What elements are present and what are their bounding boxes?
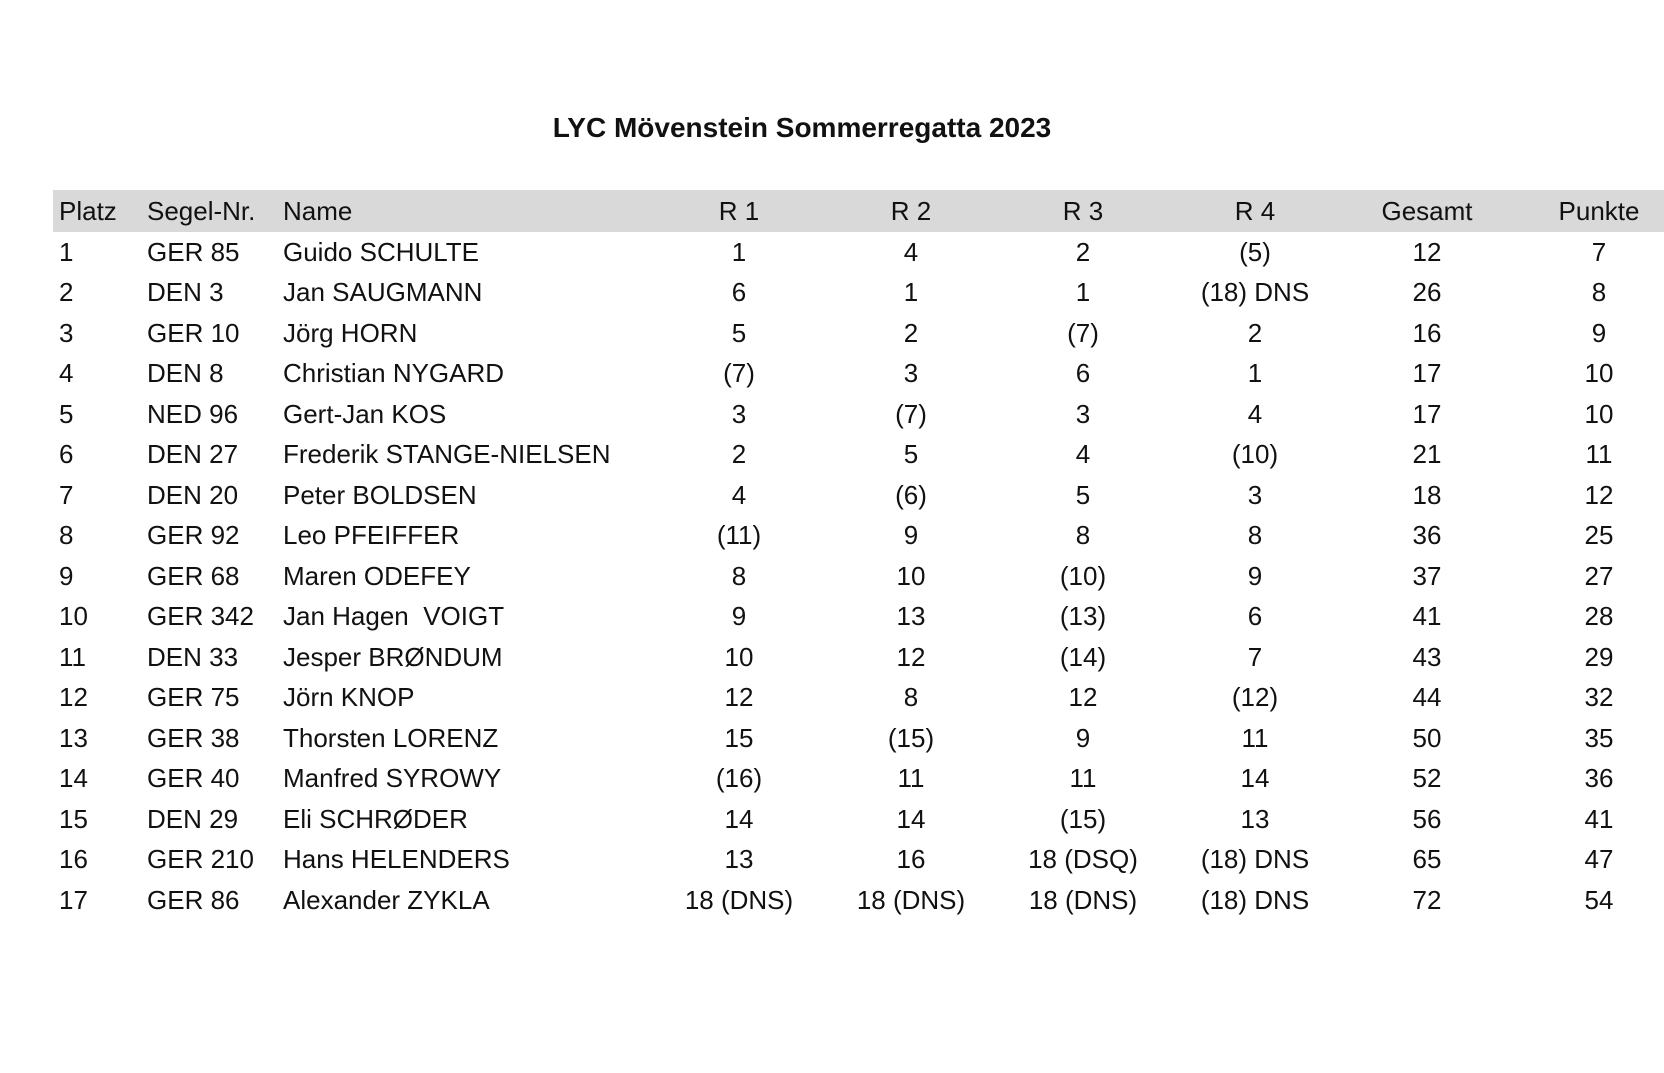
cell-r1: 2 bbox=[731, 439, 747, 470]
cell-r2: 4 bbox=[903, 236, 919, 267]
results-table bbox=[53, 190, 1664, 921]
cell-segel-nr: GER 86 bbox=[147, 884, 240, 915]
cell-r3: 9 bbox=[1075, 722, 1091, 753]
cell-punkte: 8 bbox=[1591, 277, 1607, 308]
cell-gesamt: 50 bbox=[1412, 722, 1442, 753]
cell-punkte: 11 bbox=[1585, 439, 1613, 470]
cell-r4: 8 bbox=[1247, 520, 1263, 551]
cell-platz: 8 bbox=[59, 520, 74, 551]
cell-segel-nr: DEN 8 bbox=[147, 358, 224, 389]
cell-r4: 3 bbox=[1247, 479, 1263, 510]
cell-r2: 9 bbox=[903, 520, 919, 551]
cell-segel-nr: GER 38 bbox=[147, 722, 240, 753]
table-row bbox=[53, 273, 1664, 314]
cell-name: Maren ODEFEY bbox=[283, 560, 471, 591]
cell-r1: 10 bbox=[724, 641, 754, 672]
cell-r1: (16) bbox=[715, 763, 763, 794]
cell-r3: 1 bbox=[1075, 277, 1091, 308]
cell-gesamt: 72 bbox=[1412, 884, 1442, 915]
table-row bbox=[53, 637, 1664, 678]
cell-r4: (10) bbox=[1231, 439, 1279, 470]
cell-r1: 13 bbox=[724, 844, 754, 875]
cell-gesamt: 56 bbox=[1412, 803, 1442, 834]
cell-gesamt: 36 bbox=[1412, 520, 1442, 551]
cell-punkte: 32 bbox=[1584, 682, 1614, 713]
cell-r4: (12) bbox=[1231, 682, 1279, 713]
cell-gesamt: 26 bbox=[1412, 277, 1442, 308]
cell-punkte: 9 bbox=[1591, 317, 1607, 348]
cell-platz: 10 bbox=[59, 601, 88, 632]
cell-r2: 10 bbox=[896, 560, 926, 591]
cell-r2: 12 bbox=[896, 641, 926, 672]
cell-segel-nr: DEN 3 bbox=[147, 277, 224, 308]
cell-segel-nr: GER 342 bbox=[147, 601, 254, 632]
cell-r3: (14) bbox=[1059, 641, 1107, 672]
cell-name: Jan SAUGMANN bbox=[283, 277, 483, 308]
header-punkte: Punkte bbox=[1558, 195, 1640, 226]
results-table-header bbox=[53, 190, 1664, 232]
cell-r3: 2 bbox=[1075, 236, 1091, 267]
cell-punkte: 35 bbox=[1584, 722, 1614, 753]
cell-platz: 12 bbox=[59, 682, 88, 713]
cell-punkte: 7 bbox=[1591, 236, 1607, 267]
table-row bbox=[53, 718, 1664, 759]
cell-segel-nr: GER 40 bbox=[147, 763, 240, 794]
table-row bbox=[53, 556, 1664, 597]
cell-segel-nr: DEN 27 bbox=[147, 439, 239, 470]
table-row bbox=[53, 678, 1664, 719]
cell-segel-nr: GER 75 bbox=[147, 682, 240, 713]
cell-segel-nr: DEN 20 bbox=[147, 479, 239, 510]
cell-r2: 16 bbox=[896, 844, 926, 875]
cell-segel-nr: GER 210 bbox=[147, 844, 254, 875]
cell-r3: 3 bbox=[1075, 398, 1091, 429]
cell-r2: 18 (DNS) bbox=[856, 884, 966, 915]
header-r2: R 2 bbox=[890, 195, 932, 226]
cell-r1: 8 bbox=[731, 560, 747, 591]
cell-platz: 7 bbox=[59, 479, 74, 510]
cell-name: Christian NYGARD bbox=[283, 358, 505, 389]
cell-punkte: 10 bbox=[1584, 358, 1614, 389]
cell-r2: 1 bbox=[903, 277, 919, 308]
cell-r1: (7) bbox=[723, 358, 755, 389]
cell-name: Gert-Jan KOS bbox=[283, 398, 447, 429]
cell-r1: 4 bbox=[731, 479, 747, 510]
cell-gesamt: 52 bbox=[1412, 763, 1442, 794]
table-row bbox=[53, 232, 1664, 273]
cell-r1: 1 bbox=[731, 236, 747, 267]
cell-r1: 5 bbox=[731, 317, 747, 348]
cell-r3: 8 bbox=[1075, 520, 1091, 551]
header-gesamt: Gesamt bbox=[1381, 195, 1473, 226]
cell-segel-nr: GER 10 bbox=[147, 317, 240, 348]
cell-r3: (15) bbox=[1059, 803, 1107, 834]
cell-platz: 5 bbox=[59, 398, 74, 429]
cell-punkte: 54 bbox=[1584, 884, 1614, 915]
cell-platz: 17 bbox=[59, 884, 88, 915]
cell-segel-nr: GER 85 bbox=[147, 236, 240, 267]
cell-platz: 6 bbox=[59, 439, 74, 470]
cell-r4: 4 bbox=[1247, 398, 1263, 429]
cell-r2: 2 bbox=[903, 317, 919, 348]
table-row bbox=[53, 597, 1664, 638]
cell-r1: 9 bbox=[731, 601, 747, 632]
cell-r3: 11 bbox=[1069, 763, 1097, 794]
cell-name: Guido SCHULTE bbox=[283, 236, 480, 267]
cell-r4: (18) DNS bbox=[1200, 844, 1310, 875]
cell-gesamt: 37 bbox=[1412, 560, 1442, 591]
cell-name: Manfred SYROWY bbox=[283, 763, 502, 794]
cell-gesamt: 65 bbox=[1412, 844, 1442, 875]
cell-r3: (7) bbox=[1067, 317, 1099, 348]
cell-name: Alexander ZYKLA bbox=[283, 884, 490, 915]
cell-gesamt: 18 bbox=[1412, 479, 1442, 510]
table-row bbox=[53, 516, 1664, 557]
cell-name: Jan Hagen VOIGT bbox=[283, 601, 505, 632]
table-row bbox=[53, 435, 1664, 476]
cell-gesamt: 17 bbox=[1412, 358, 1442, 389]
cell-platz: 1 bbox=[59, 236, 74, 267]
cell-gesamt: 44 bbox=[1412, 682, 1442, 713]
cell-punkte: 41 bbox=[1584, 803, 1614, 834]
cell-name: Peter BOLDSEN bbox=[283, 479, 477, 510]
header-r1: R 1 bbox=[718, 195, 760, 226]
header-name: Name bbox=[283, 195, 353, 226]
cell-segel-nr: GER 68 bbox=[147, 560, 240, 591]
cell-name: Thorsten LORENZ bbox=[283, 722, 499, 753]
cell-r3: 5 bbox=[1075, 479, 1091, 510]
cell-segel-nr: DEN 29 bbox=[147, 803, 239, 834]
cell-gesamt: 17 bbox=[1412, 398, 1442, 429]
cell-r1: 12 bbox=[724, 682, 754, 713]
cell-name: Jesper BRØNDUM bbox=[283, 641, 503, 672]
document-title: LYC Mövenstein Sommerregatta 2023 bbox=[552, 112, 1052, 143]
cell-r1: 6 bbox=[731, 277, 747, 308]
cell-r4: 14 bbox=[1240, 763, 1270, 794]
cell-platz: 13 bbox=[59, 722, 88, 753]
cell-punkte: 47 bbox=[1584, 844, 1614, 875]
cell-punkte: 28 bbox=[1584, 601, 1614, 632]
table-row bbox=[53, 313, 1664, 354]
cell-punkte: 25 bbox=[1584, 520, 1614, 551]
header-platz: Platz bbox=[59, 195, 117, 226]
header-segel-nr: Segel-Nr. bbox=[147, 195, 256, 226]
cell-name: Hans HELENDERS bbox=[283, 844, 510, 875]
table-row bbox=[53, 475, 1664, 516]
cell-gesamt: 41 bbox=[1412, 601, 1442, 632]
cell-r3: 18 (DNS) bbox=[1028, 884, 1138, 915]
cell-r1: (11) bbox=[716, 520, 762, 551]
cell-r4: 9 bbox=[1247, 560, 1263, 591]
cell-r1: 3 bbox=[731, 398, 747, 429]
cell-name: Eli SCHRØDER bbox=[283, 803, 468, 834]
cell-r3: (10) bbox=[1059, 560, 1107, 591]
cell-r4: 6 bbox=[1247, 601, 1263, 632]
table-row bbox=[53, 840, 1664, 881]
cell-r2: 11 bbox=[897, 763, 925, 794]
cell-r3: 6 bbox=[1075, 358, 1091, 389]
cell-platz: 3 bbox=[59, 317, 74, 348]
cell-gesamt: 16 bbox=[1412, 317, 1442, 348]
cell-r3: 4 bbox=[1075, 439, 1091, 470]
cell-r4: 1 bbox=[1247, 358, 1263, 389]
cell-r4: (18) DNS bbox=[1200, 884, 1310, 915]
cell-punkte: 29 bbox=[1584, 641, 1614, 672]
cell-platz: 4 bbox=[59, 358, 74, 389]
cell-gesamt: 43 bbox=[1412, 641, 1442, 672]
cell-name: Leo PFEIFFER bbox=[283, 520, 460, 551]
cell-gesamt: 21 bbox=[1412, 439, 1442, 470]
cell-segel-nr: DEN 33 bbox=[147, 641, 239, 672]
cell-segel-nr: GER 92 bbox=[147, 520, 240, 551]
cell-punkte: 12 bbox=[1584, 479, 1614, 510]
cell-r2: (7) bbox=[895, 398, 927, 429]
cell-platz: 15 bbox=[59, 803, 88, 834]
cell-r2: (6) bbox=[895, 479, 927, 510]
cell-r2: (15) bbox=[887, 722, 935, 753]
cell-r3: (13) bbox=[1059, 601, 1107, 632]
cell-r2: 14 bbox=[896, 803, 926, 834]
cell-r4: 13 bbox=[1240, 803, 1270, 834]
cell-name: Jörg HORN bbox=[283, 317, 418, 348]
cell-platz: 14 bbox=[59, 763, 88, 794]
cell-r4: 11 bbox=[1241, 722, 1269, 753]
results-table-body bbox=[53, 232, 1664, 921]
header-r3: R 3 bbox=[1062, 195, 1104, 226]
header-row bbox=[53, 190, 1664, 232]
cell-r2: 8 bbox=[903, 682, 919, 713]
cell-r4: (18) DNS bbox=[1200, 277, 1310, 308]
cell-r1: 18 (DNS) bbox=[684, 884, 794, 915]
header-r4: R 4 bbox=[1234, 195, 1276, 226]
cell-name: Jörn KNOP bbox=[283, 682, 415, 713]
cell-punkte: 36 bbox=[1584, 763, 1614, 794]
cell-r2: 13 bbox=[896, 601, 926, 632]
cell-platz: 11 bbox=[59, 641, 86, 672]
cell-name: Frederik STANGE-NIELSEN bbox=[283, 439, 611, 470]
cell-platz: 9 bbox=[59, 560, 74, 591]
table-row bbox=[53, 394, 1664, 435]
cell-r1: 14 bbox=[724, 803, 754, 834]
cell-r4: 7 bbox=[1247, 641, 1263, 672]
cell-r2: 5 bbox=[903, 439, 919, 470]
cell-punkte: 27 bbox=[1584, 560, 1614, 591]
cell-gesamt: 12 bbox=[1412, 236, 1442, 267]
table-row bbox=[53, 354, 1664, 395]
cell-r1: 15 bbox=[724, 722, 754, 753]
table-row bbox=[53, 880, 1664, 921]
cell-platz: 2 bbox=[59, 277, 74, 308]
cell-r3: 12 bbox=[1068, 682, 1098, 713]
cell-r3: 18 (DSQ) bbox=[1028, 844, 1138, 875]
table-row bbox=[53, 799, 1664, 840]
cell-r4: (5) bbox=[1239, 236, 1271, 267]
table-row bbox=[53, 759, 1664, 800]
cell-r2: 3 bbox=[903, 358, 919, 389]
cell-segel-nr: NED 96 bbox=[147, 398, 239, 429]
cell-r4: 2 bbox=[1247, 317, 1263, 348]
cell-punkte: 10 bbox=[1584, 398, 1614, 429]
cell-platz: 16 bbox=[59, 844, 88, 875]
